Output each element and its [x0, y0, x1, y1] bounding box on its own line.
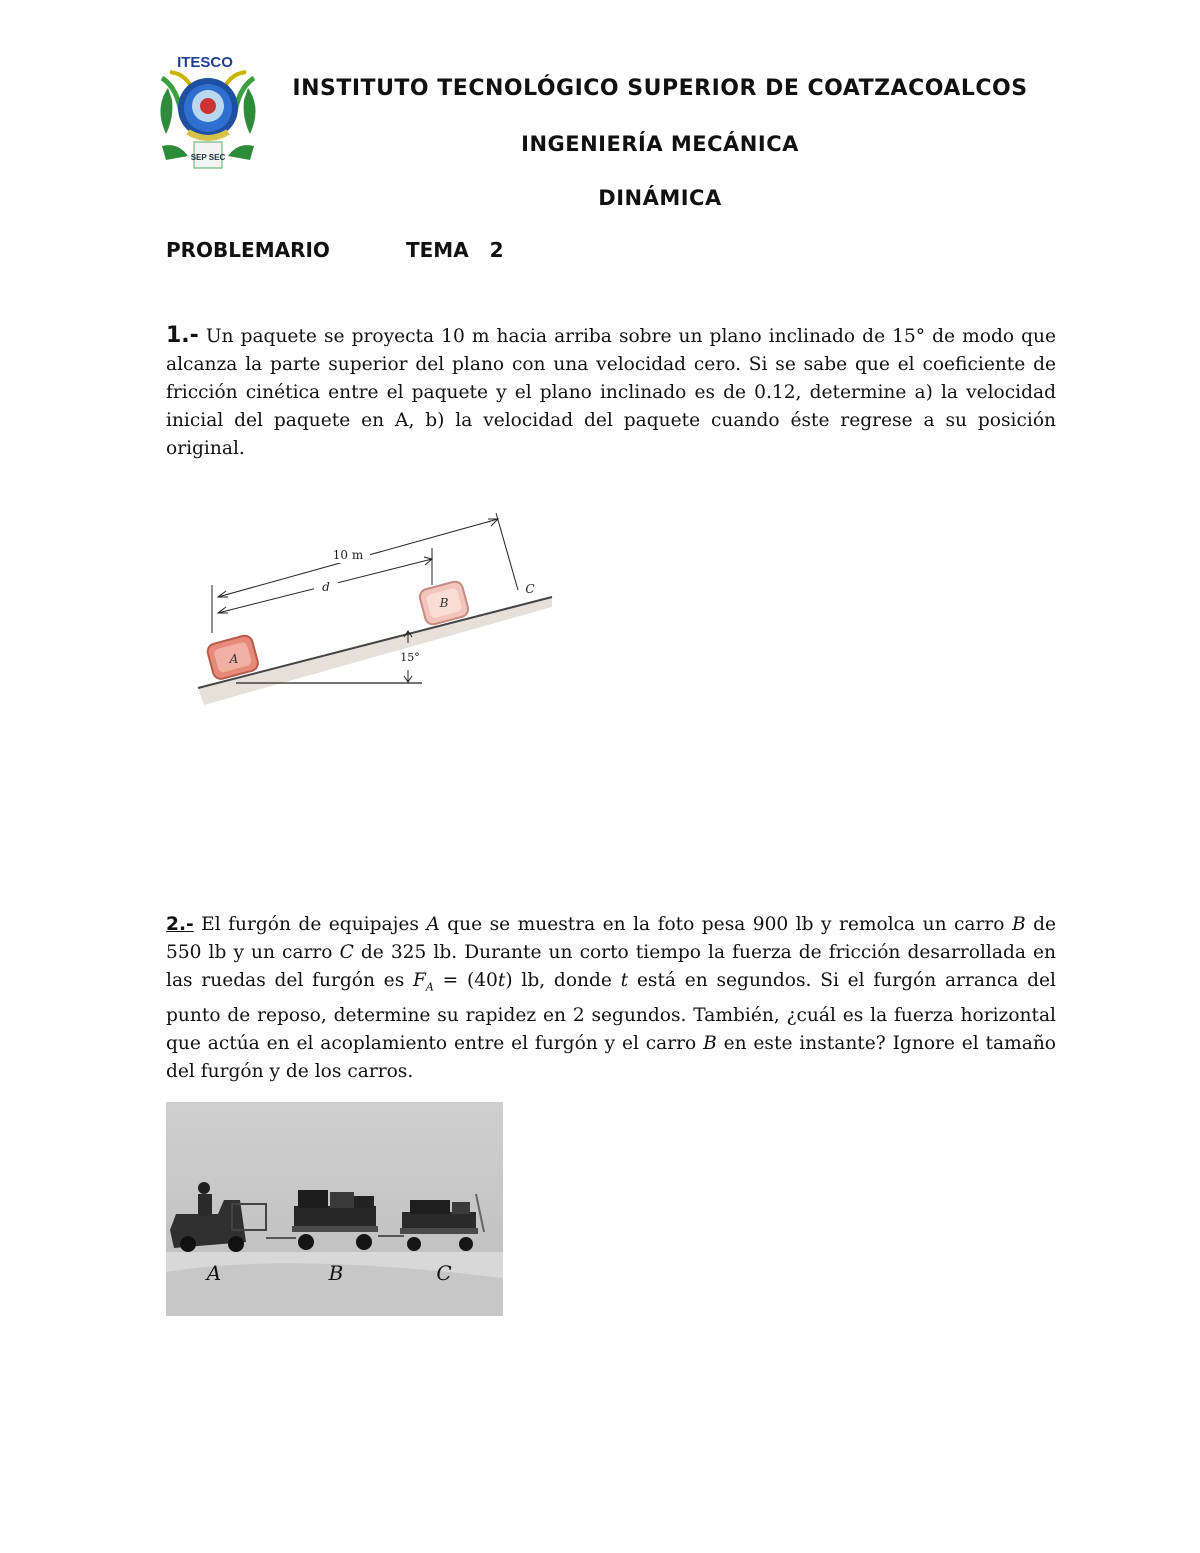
problem-2-text-6: ) lb, donde — [505, 970, 621, 991]
program-title: INGENIERÍA MECÁNICA — [521, 132, 799, 156]
var-b-2: B — [703, 1032, 717, 1054]
point-c-label: C — [525, 582, 535, 596]
problem-2-text-8: en este instante? Ignore el tamaño del furgón y de los carros. — [166, 1032, 1056, 1082]
block-b-label: B — [439, 596, 449, 610]
photo-label-b: B — [328, 1261, 344, 1285]
var-a: A — [426, 914, 440, 935]
var-f: F — [413, 970, 426, 991]
angle-label: 15° — [400, 651, 420, 664]
topic-label: TEMA 2 — [406, 238, 504, 262]
institute-title: INSTITUTO TECNOLÓGICO SUPERIOR DE COATZACOALCOS — [292, 76, 1028, 101]
problem-2-text-4: de 325 lb. Durante un corto tiempo la fuerza de fricción desarrollada en las ruedas del furgón es — [166, 942, 1056, 991]
var-t: t — [497, 970, 506, 991]
var-t-2: t — [620, 970, 629, 991]
logo-title: ITESCO — [177, 54, 233, 71]
photo-label-c: C — [436, 1261, 452, 1285]
problem-1-number: 1.- — [166, 323, 199, 348]
problem-2-text-5: = (40 — [433, 970, 498, 991]
inclined-plane-figure — [196, 505, 558, 710]
var-f-subscript: A — [425, 980, 434, 994]
problem-1-body: Un paquete se proyecta 10 m hacia arriba sobre un plano inclinado de 15° de modo que alcanza la parte superior del plano con una velocidad cero. Si se sabe que el coeficiente de fricción cinética entre el paquete y el plano inclinado es de 0.12, determine a) la velocidad inicial del paquete en A, b) la velocidad del paquete cuando éste regrese a su posición original. — [166, 326, 1056, 459]
course-title: DINÁMICA — [598, 186, 722, 210]
problem-2-text-2: que se muestra en la foto pesa 900 lb y remolca un carro — [439, 914, 1012, 935]
logo-sep-text: SEP SEC — [190, 153, 226, 162]
problemario-label: PROBLEMARIO — [166, 238, 330, 262]
var-c: C — [339, 942, 354, 963]
problem-2-number: 2.- — [166, 914, 194, 935]
problem-2-text-1: El furgón de equipajes — [193, 914, 427, 935]
photo-label-a: A — [206, 1261, 222, 1285]
var-b: B — [1011, 914, 1026, 935]
distance-label: 10 m — [332, 548, 364, 562]
problem-1-text — [166, 322, 1056, 463]
problem-2-text-7: está en segundos. Si el furgón arranca del punto de reposo, determine su rapidez en 2 segundos. También, ¿cuál es la fuerza horizontal que actúa en el acoplamiento entre el furgón y el carro — [166, 970, 1056, 1054]
problem-2-text — [166, 911, 1056, 1086]
block-a-label: A — [229, 652, 239, 666]
baggage-train-photo — [166, 1102, 503, 1316]
problem-2-text-3: de 550 lb y un carro — [166, 914, 1056, 963]
d-label: d — [322, 580, 330, 594]
